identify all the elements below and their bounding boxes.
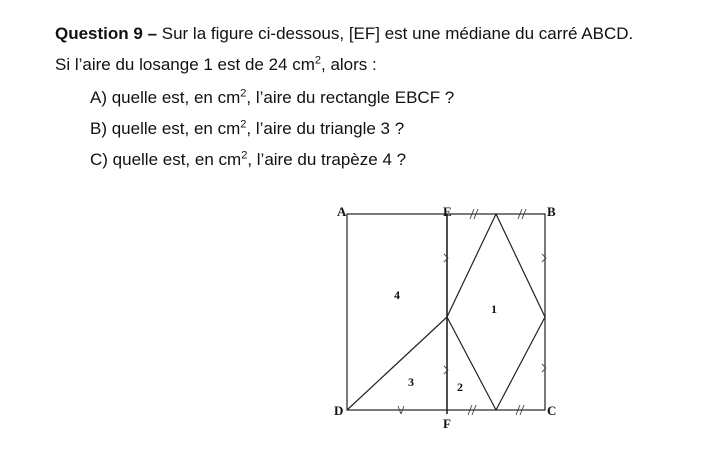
question-label: Question 9 – [55, 24, 158, 43]
subquestion-a-text: A) quelle est, en cm [90, 88, 241, 107]
point-b-label: B [547, 204, 556, 219]
point-d-label: D [334, 403, 344, 418]
subquestion-a-tail: , l’aire du rectangle EBCF ? [246, 88, 455, 107]
region-1-label: 1 [491, 302, 497, 316]
subquestion-c-exponent: 2 [241, 149, 248, 162]
point-e-label: E [443, 204, 452, 219]
region-4-label: 4 [394, 288, 400, 302]
subquestion-b-exponent: 2 [240, 118, 247, 131]
given-text: Si l’aire du losange 1 est de 24 cm [55, 55, 315, 74]
question-text: Sur la figure ci-dessous, [EF] est une médiane du carré ABCD. [157, 24, 634, 43]
subquestion-b-text: B) quelle est, en cm [90, 119, 241, 138]
subquestion-c-text: C) quelle est, en cm [90, 150, 242, 169]
point-c-label: C [547, 403, 557, 418]
region-2-label: 2 [457, 380, 463, 394]
subquestion-b-tail: , l’aire du triangle 3 ? [246, 119, 405, 138]
subquestion-c-tail: , l’aire du trapèze 4 ? [247, 150, 407, 169]
subquestion-a-exponent: 2 [240, 87, 247, 100]
given-tail: , alors : [321, 55, 377, 74]
square-abcd [347, 214, 545, 410]
point-a-label: A [337, 204, 347, 219]
given-exponent: 2 [314, 54, 321, 67]
segment-d-mid [347, 317, 447, 410]
region-3-label: 3 [408, 375, 414, 389]
point-f-label: F [443, 416, 451, 431]
